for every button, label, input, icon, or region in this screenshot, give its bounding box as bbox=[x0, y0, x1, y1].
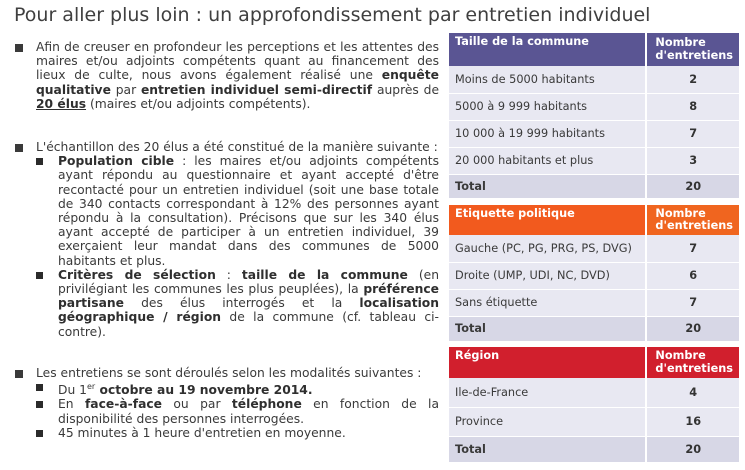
table-taille-commune bbox=[449, 33, 739, 198]
table-row: 5000 à 9 999 habitants 8 bbox=[449, 93, 739, 120]
table-row: Droite (UMP, UDI, NC, DVD) 6 bbox=[449, 262, 739, 289]
column-header-etiquette: Etiquette politique bbox=[449, 205, 646, 235]
column-header-taille: Taille de la commune bbox=[449, 33, 646, 66]
table-total-row: Total 20 bbox=[449, 316, 739, 341]
table-header-row bbox=[449, 205, 739, 235]
text-column bbox=[14, 40, 439, 440]
table-row: Gauche (PC, PG, PRG, PS, DVG) 7 bbox=[449, 235, 739, 262]
sub-dates: Du 1er octobre au 19 novembre 2014. bbox=[36, 380, 439, 397]
table-header-row bbox=[449, 347, 739, 378]
sub-mode: En face-à-face ou par téléphone en fonction de la disponibilité des personnes interrogées. bbox=[36, 397, 439, 425]
table-row: Ile-de-France 4 bbox=[449, 378, 739, 407]
column-header-region: Région bbox=[449, 347, 646, 378]
table-etiquette-politique bbox=[449, 205, 739, 341]
page-title: Pour aller plus loin : un approfondissement par entretien individuel bbox=[14, 4, 651, 26]
table-row: Sans étiquette 7 bbox=[449, 289, 739, 316]
table-row: 10 000 à 19 999 habitants 7 bbox=[449, 120, 739, 147]
table-region bbox=[449, 347, 739, 462]
sub-population-cible: Population cible : les maires et/ou adjoints compétents ayant répondu au questionnaire et ayant accepté d'être recontacté pour un entretien individuel (soit une base totale de 340 contacts correspondant à 12% des personnes ayant répondu à la consultation). Précisons que sur les 340 élus ayant accepté de participer à un entretien individuel, 39 exerçaient leur mandat dans des communes de 5000 habitants et plus. bbox=[36, 154, 439, 268]
paragraph-modalites: Les entretiens se sont déroulés selon les modalités suivantes : bbox=[14, 366, 439, 380]
column-header-nombre: Nombre d'entretiens bbox=[646, 205, 739, 235]
table-total-row: Total 20 bbox=[449, 436, 739, 462]
paragraph-enquete: Afin de creuser en profondeur les perceptions et les attentes des maires et/ou adjoints compétents quant au financement des lieux de culte, nous avons également réalisé une enquête qualitative par entretien individuel semi-directif auprès de 20 élus (maires et/ou adjoints compétents). bbox=[14, 40, 439, 111]
table-total-row: Total 20 bbox=[449, 174, 739, 198]
sub-duree: 45 minutes à 1 heure d'entretien en moyenne. bbox=[36, 426, 439, 440]
column-header-nombre: Nombre d'entretiens bbox=[646, 33, 739, 66]
table-row: 20 000 habitants et plus 3 bbox=[449, 147, 739, 174]
table-header-row bbox=[449, 33, 739, 66]
table-row: Province 16 bbox=[449, 407, 739, 436]
table-row: Moins de 5000 habitants 2 bbox=[449, 66, 739, 93]
column-header-nombre: Nombre d'entretiens bbox=[646, 347, 739, 378]
sub-criteres-selection: Critères de sélection : taille de la commune (en privilégiant les communes les plus peuplées), la préférence partisane des élus interrogés et la localisation géographique / région de la commune (cf. tableau ci-contre). bbox=[36, 268, 439, 339]
paragraph-echantillon: L'échantillon des 20 élus a été constitué de la manière suivante : bbox=[14, 140, 439, 154]
